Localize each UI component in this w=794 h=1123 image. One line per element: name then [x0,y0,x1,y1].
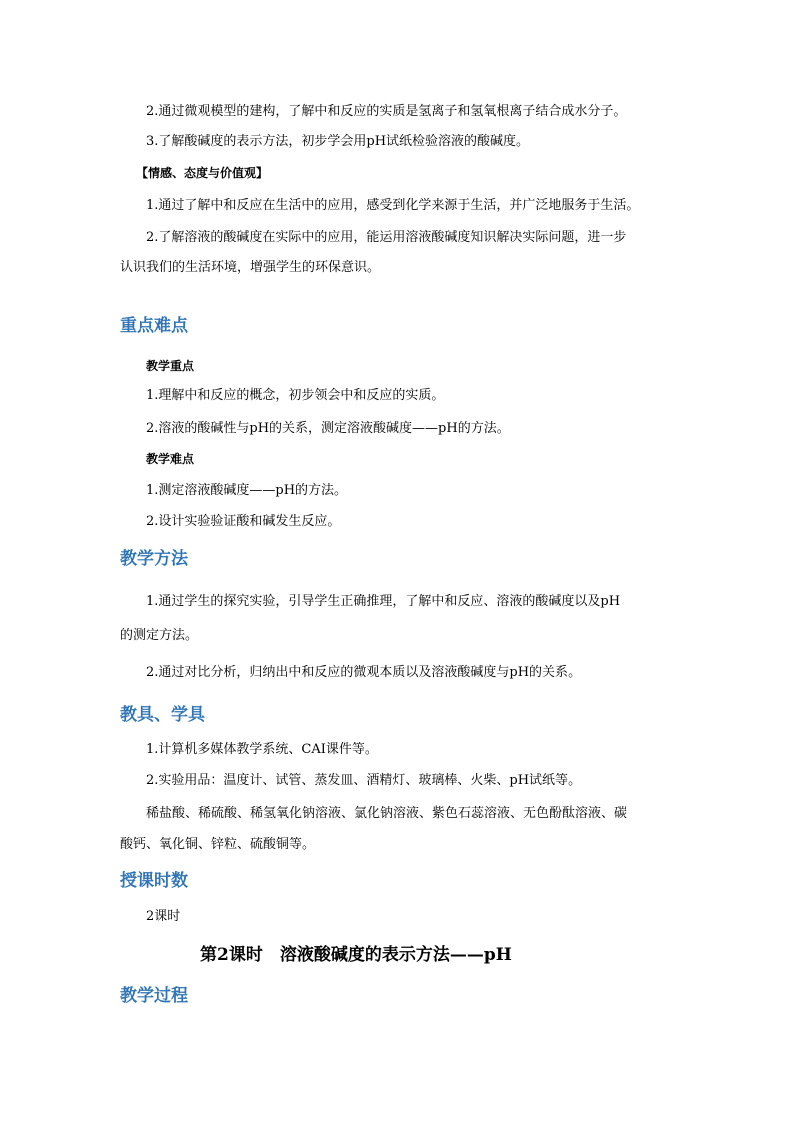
focus-item-2: 2.溶液的酸碱性与pH的关系，测定溶液酸碱度——pH的方法。 [146,421,510,436]
focus-item-1: 1.理解中和反应的概念，初步领会中和反应的实质。 [146,388,445,403]
objective-item-2: 2.通过微观模型的建构，了解中和反应的实质是氢离子和氢氧根离子结合成水分子。 [146,104,627,119]
hours-heading: 授课时数 [120,871,188,891]
reagents-line-1: 稀盐酸、稀硫酸、稀氢氧化钠溶液、氯化钠溶液、紫色石蕊溶液、无色酚酞溶液、碳 [146,806,628,821]
process-heading: 教学过程 [120,986,188,1006]
methods-item-2: 2.通过对比分析，归纳出中和反应的微观本质以及溶液酸碱度与pH的关系。 [146,665,582,680]
methods-heading: 教学方法 [120,549,188,569]
key-points-heading: 重点难点 [120,316,188,336]
methods-item-1-line-2: 的测定方法。 [120,628,199,643]
objective-item-3: 3.了解酸碱度的表示方法，初步学会用pH试纸检验溶液的酸碱度。 [146,134,530,149]
tools-item-2: 2.实验用品：温度计、试管、蒸发皿、酒精灯、玻璃棒、火柴、pH试纸等。 [146,773,582,788]
methods-item-1-line-1: 1.通过学生的探究实验，引导学生正确推理，了解中和反应、溶液的酸碱度以及pH [146,594,621,609]
attitude-subheading: 【情感、态度与价值观】 [136,166,269,180]
difficulty-item-2: 2.设计实验验证酸和碱发生反应。 [146,514,341,529]
difficulty-subheading: 教学难点 [146,452,195,466]
reagents-line-2: 酸钙、氧化铜、锌粒、硫酸铜等。 [120,837,316,852]
attitude-item-1: 1.通过了解中和反应在生活中的应用，感受到化学来源于生活，并广泛地服务于生活。 [146,198,640,213]
attitude-item-2-line-2: 认识我们的生活环境，增强学生的环保意识。 [120,260,381,275]
attitude-item-2-line-1: 2.了解溶液的酸碱度在实际中的应用，能运用溶液酸碱度知识解决实际问题，进一步 [146,230,627,245]
tools-heading: 教具、学具 [120,705,205,725]
hours-value: 2课时 [146,909,181,924]
lesson-title: 第2课时 溶液酸碱度的表示方法——pH [200,945,512,965]
focus-subheading: 教学重点 [146,359,195,373]
tools-item-1: 1.计算机多媒体教学系统、CAI课件等。 [146,742,378,757]
difficulty-item-1: 1.测定溶液酸碱度——pH的方法。 [146,483,348,498]
